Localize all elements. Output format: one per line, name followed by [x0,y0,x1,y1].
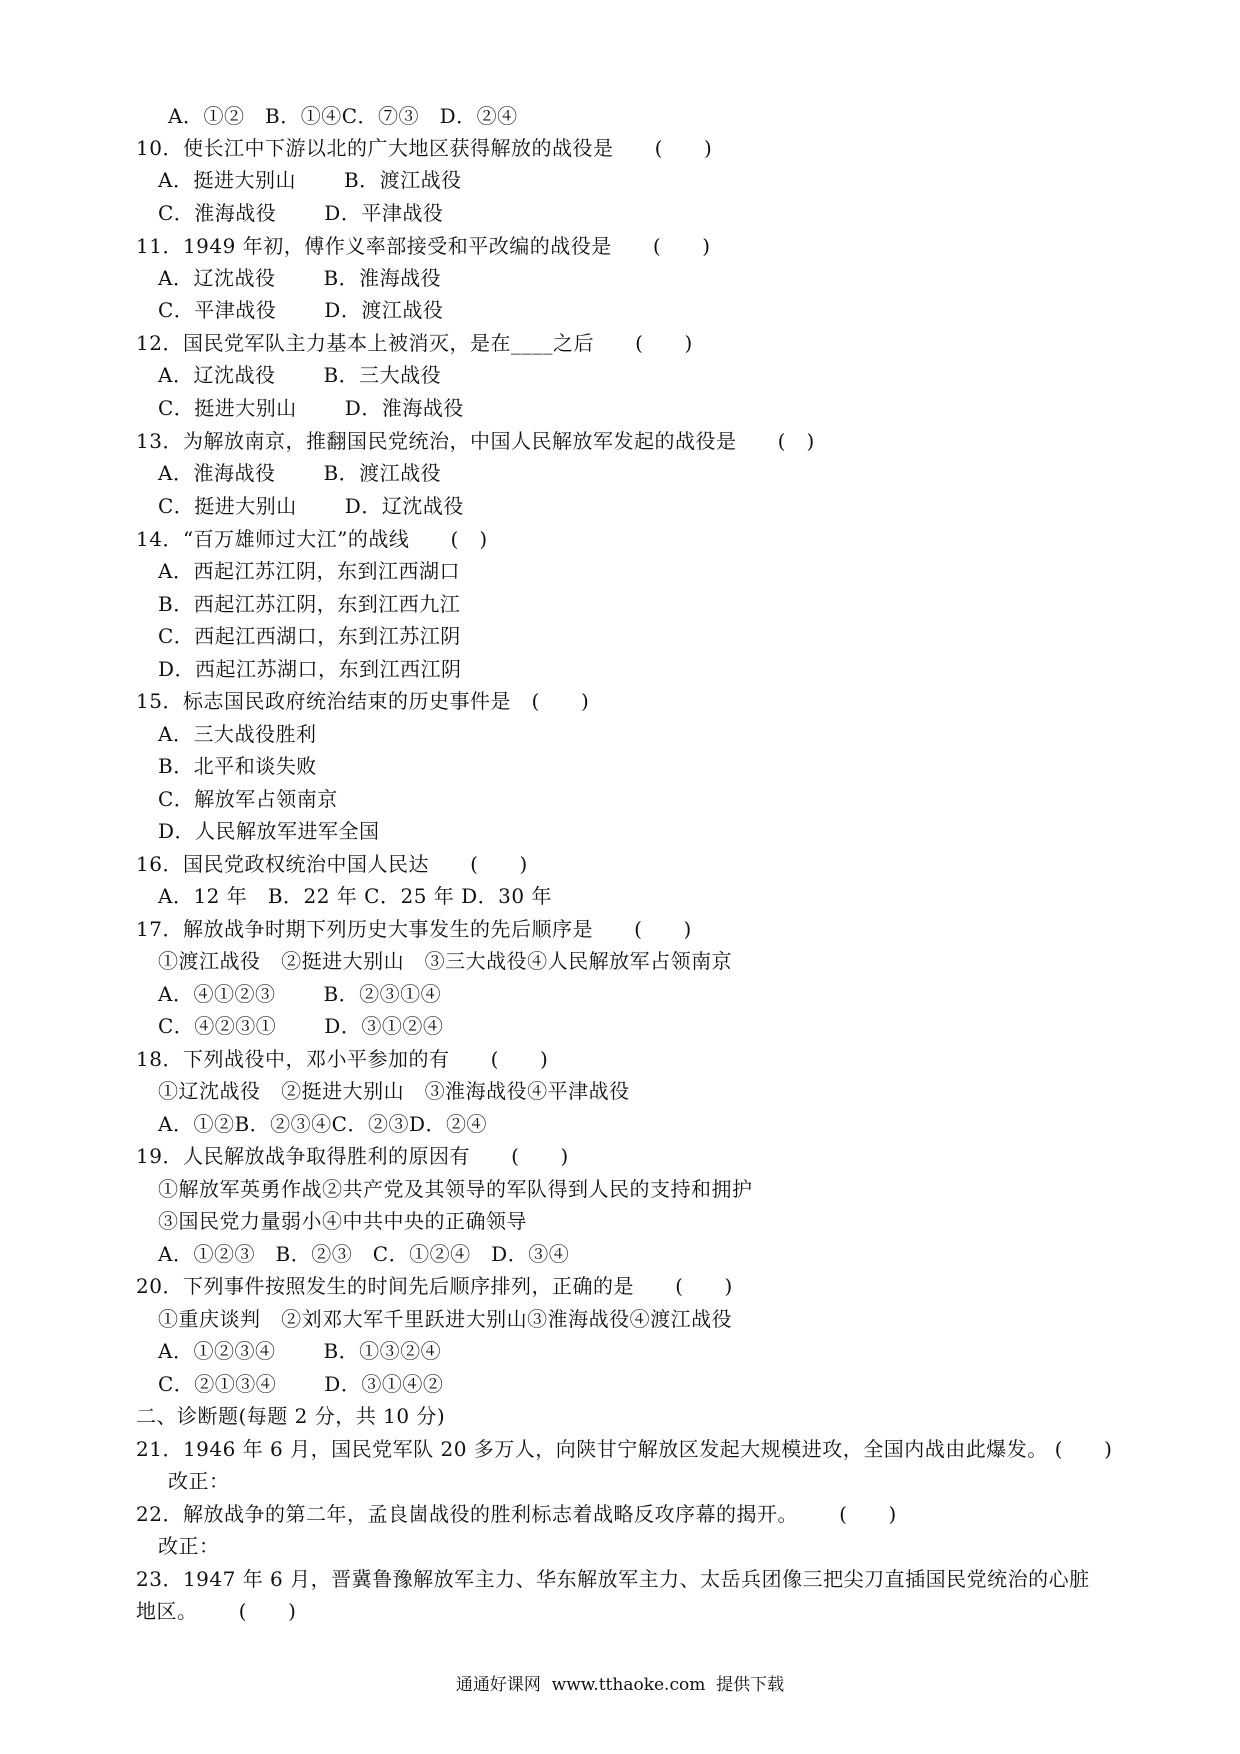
q11-stem: 11．1949 年初，傅作义率部接受和平改编的战役是 ( ) [136,234,711,258]
q19-options: A．①②③ B．②③ C．①②④ D．③④ [158,1242,570,1266]
q12-options-ab: A．辽沈战役 B．三大战役 [158,363,442,387]
q18-options: A．①②B．②③④C．②③D．②④ [158,1112,487,1136]
q20-stem: 20．下列事件按照发生的时间先后顺序排列，正确的是 ( ) [136,1274,733,1298]
q21-correction-label: 改正： [168,1469,230,1493]
q19-items-2: ③国民党力量弱小④中共中央的正确领导 [158,1209,527,1233]
q22-correction-label: 改正： [158,1534,220,1558]
q22-stem: 22．解放战争的第二年，孟良崮战役的胜利标志着战略反攻序幕的揭开。 ( ) [136,1502,897,1526]
q15-option-c: C．解放军占领南京 [158,787,338,811]
q11-options-cd: C．平津战役 D．渡江战役 [158,298,444,322]
q16-stem: 16．国民党政权统治中国人民达 ( ) [136,852,528,876]
q20-options-ab: A．①②③④ B．①③②④ [158,1339,442,1363]
page-footer: 通通好课网 www.tthaoke.com 提供下载 [455,1675,785,1695]
q21-stem: 21．1946 年 6 月，国民党军队 20 多万人，向陕甘宁解放区发起大规模进攻，全国内战由此爆发。 ( ) [136,1437,1113,1461]
q15-stem: 15．标志国民政府统治结束的历史事件是 ( ) [136,689,590,713]
q13-options-ab: A．淮海战役 B．渡江战役 [158,461,442,485]
q20-options-cd: C．②①③④ D．③①④② [158,1372,444,1396]
q9-options: A．①② B．①④C．⑦③ D．②④ [168,104,518,128]
q10-options-cd: C．淮海战役 D．平津战役 [158,201,444,225]
q15-option-b: B．北平和谈失败 [158,754,317,778]
q14-option-a: A．西起江苏江阴，东到江西湖口 [158,559,460,583]
q15-option-d: D．人民解放军进军全国 [158,819,380,843]
q23-stem-continued: 地区。 ( ) [136,1599,297,1623]
q23-stem: 23．1947 年 6 月，晋冀鲁豫解放军主力、华东解放军主力、太岳兵团像三把尖刀直插国民党统治的心脏 [136,1567,1090,1591]
q18-items: ①辽沈战役 ②挺进大别山 ③淮海战役④平津战役 [158,1079,630,1103]
q17-stem: 17．解放战争时期下列历史大事发生的先后顺序是 ( ) [136,917,692,941]
q17-options-ab: A．④①②③ B．②③①④ [158,982,442,1006]
q14-option-d: D．西起江苏湖口，东到江西江阴 [158,657,462,681]
section-heading-diagnosis: 二、诊断题(每题 2 分，共 10 分) [136,1404,446,1428]
q19-items-1: ①解放军英勇作战②共产党及其领导的军队得到人民的支持和拥护 [158,1177,753,1201]
q19-stem: 19．人民解放战争取得胜利的原因有 ( ) [136,1144,569,1168]
q10-options-ab: A．挺进大别山 B．渡江战役 [158,168,462,192]
q12-stem: 12．国民党军队主力基本上被消灭，是在____之后 ( ) [136,331,693,355]
q12-options-cd: C．挺进大别山 D．淮海战役 [158,396,464,420]
q15-option-a: A．三大战役胜利 [158,722,317,746]
q18-stem: 18．下列战役中，邓小平参加的有 ( ) [136,1047,549,1071]
q20-events: ①重庆谈判 ②刘邓大军千里跃进大别山③淮海战役④渡江战役 [158,1307,733,1331]
q17-options-cd: C．④②③① D．③①②④ [158,1014,444,1038]
q10-stem: 10．使长江中下游以北的广大地区获得解放的战役是 ( ) [136,136,713,160]
q13-options-cd: C．挺进大别山 D．辽沈战役 [158,494,464,518]
q17-events: ①渡江战役 ②挺进大别山 ③三大战役④人民解放军占领南京 [158,949,733,973]
q14-option-b: B．西起江苏江阴，东到江西九江 [158,592,461,616]
q14-stem: 14．“百万雄师过大江”的战线 ( ) [136,527,488,551]
q14-option-c: C．西起江西湖口，东到江苏江阴 [158,624,461,648]
q16-options: A．12 年 B．22 年 C．25 年 D．30 年 [158,884,552,908]
q13-stem: 13．为解放南京，推翻国民党统治，中国人民解放军发起的战役是 ( ) [136,429,815,453]
q11-options-ab: A．辽沈战役 B．淮海战役 [158,266,442,290]
